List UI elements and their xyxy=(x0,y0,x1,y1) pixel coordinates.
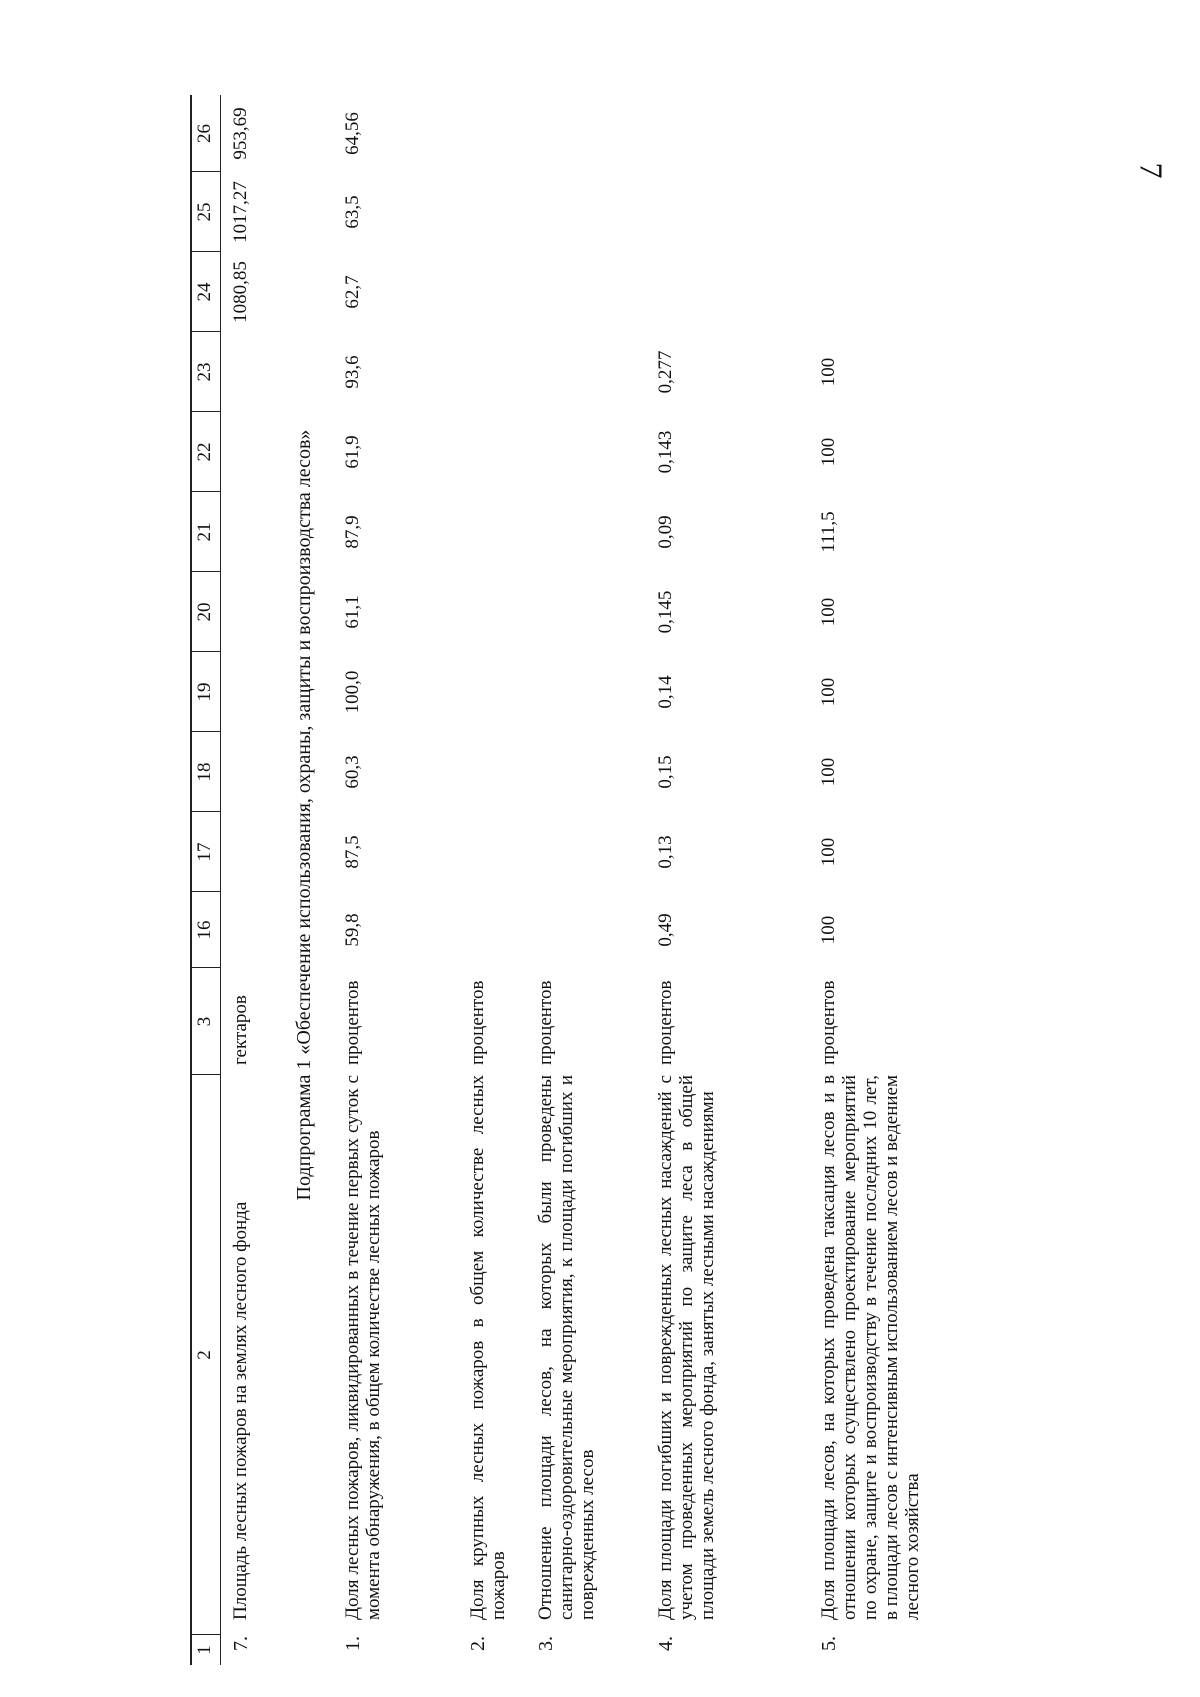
value-col-21: 0,09 xyxy=(655,515,676,549)
indicator-name: Доля площади лесов, на которых проведена таксация лесов и в отношении которых осуществлено проектирование мероприятий по охране, защите и воспроизводству в течение последних 10 лет, в площади лесов с интенсивным использованием лесов и ведением лесного хозяйства xyxy=(818,1075,923,1620)
value-col-21: 111,5 xyxy=(818,511,839,553)
value-col-19: 0,14 xyxy=(655,675,676,709)
row-number: 1. xyxy=(342,1636,364,1651)
value-col-24: 62,7 xyxy=(342,275,363,309)
rotated-table xyxy=(190,95,1190,1665)
header-col-1: 1 xyxy=(194,1645,215,1655)
value-col-25: 63,5 xyxy=(342,195,363,229)
header-col-26: 26 xyxy=(194,124,215,143)
value-col-17: 100 xyxy=(818,837,839,867)
value-col-17: 0,13 xyxy=(655,835,676,869)
value-col-25: 1017,27 xyxy=(230,181,251,243)
value-col-21: 87,9 xyxy=(342,515,363,549)
unit: процентов xyxy=(655,980,676,1065)
value-col-22: 61,9 xyxy=(342,435,363,469)
value-col-23: 100 xyxy=(818,357,839,387)
unit: процентов xyxy=(535,980,556,1065)
unit: процентов xyxy=(342,980,363,1065)
header-col-19: 19 xyxy=(194,682,215,702)
header-col-18: 18 xyxy=(194,762,215,782)
page-number: 7 xyxy=(1133,162,1170,179)
value-col-16: 100 xyxy=(818,915,839,945)
value-col-23: 0,277 xyxy=(655,350,676,394)
row-number: 4. xyxy=(655,1636,677,1651)
subprogram-title: Подпрограмма 1 «Обеспечение использования, охраны, защиты и воспроизводства лесов» xyxy=(293,429,315,1201)
header-col-17: 17 xyxy=(194,842,215,862)
value-col-16: 59,8 xyxy=(342,913,363,947)
indicator-name: Доля крупных лесных пожаров в общем количестве лесных пожаров xyxy=(467,1075,509,1620)
value-col-20: 61,1 xyxy=(342,595,363,629)
header-col-16: 16 xyxy=(194,920,215,940)
value-col-24: 1080,85 xyxy=(230,261,251,323)
indicator-name: Доля площади погибших и поврежденных лесных насаждений с учетом проведенных мероприятий по защите леса в общей площади земель лесного фонда, занятых лесными насаждениями xyxy=(655,1075,718,1620)
table-header-row xyxy=(190,95,220,1665)
indicator-name: Доля лесных пожаров, ликвидированных в течение первых суток с момента обнаружения, в общем количестве лесных пожаров xyxy=(342,1075,384,1620)
indicator-name: Площадь лесных пожаров на землях лесного фонда xyxy=(230,1201,251,1620)
header-col-21: 21 xyxy=(194,522,215,542)
unit: гектаров xyxy=(230,995,251,1065)
value-col-26: 953,69 xyxy=(230,107,251,160)
value-col-16: 0,49 xyxy=(655,913,676,947)
value-col-22: 100 xyxy=(818,437,839,467)
row-number: 2. xyxy=(467,1636,489,1651)
header-col-24: 24 xyxy=(194,282,215,302)
value-col-18: 0,15 xyxy=(655,755,676,789)
header-col-2: 2 xyxy=(194,1350,215,1360)
value-col-17: 87,5 xyxy=(342,835,363,869)
value-col-20: 100 xyxy=(818,597,839,627)
row-number: 3. xyxy=(535,1636,557,1651)
header-col-3: 3 xyxy=(194,1016,215,1027)
indicator-name: Отношение площади лесов, на которых были проведены санитарно-оздоровительные мероприятия, к площади погибших и поврежденных лесов xyxy=(535,1075,598,1620)
value-col-20: 0,145 xyxy=(655,590,676,634)
value-col-26: 64,56 xyxy=(342,112,363,155)
header-col-25: 25 xyxy=(194,202,215,222)
value-col-22: 0,143 xyxy=(655,430,676,474)
header-bottom-rule xyxy=(220,95,221,1665)
value-col-19: 100,0 xyxy=(342,670,363,714)
value-col-18: 60,3 xyxy=(342,755,363,789)
unit: процентов xyxy=(467,980,488,1065)
header-col-20: 20 xyxy=(194,602,215,622)
value-col-19: 100 xyxy=(818,677,839,707)
value-col-23: 93,6 xyxy=(342,355,363,389)
unit: процентов xyxy=(818,980,839,1065)
header-col-22: 22 xyxy=(194,442,215,462)
header-col-23: 23 xyxy=(194,362,215,382)
value-col-18: 100 xyxy=(818,757,839,787)
row-number: 5. xyxy=(818,1636,840,1651)
row-number: 7. xyxy=(230,1636,252,1651)
